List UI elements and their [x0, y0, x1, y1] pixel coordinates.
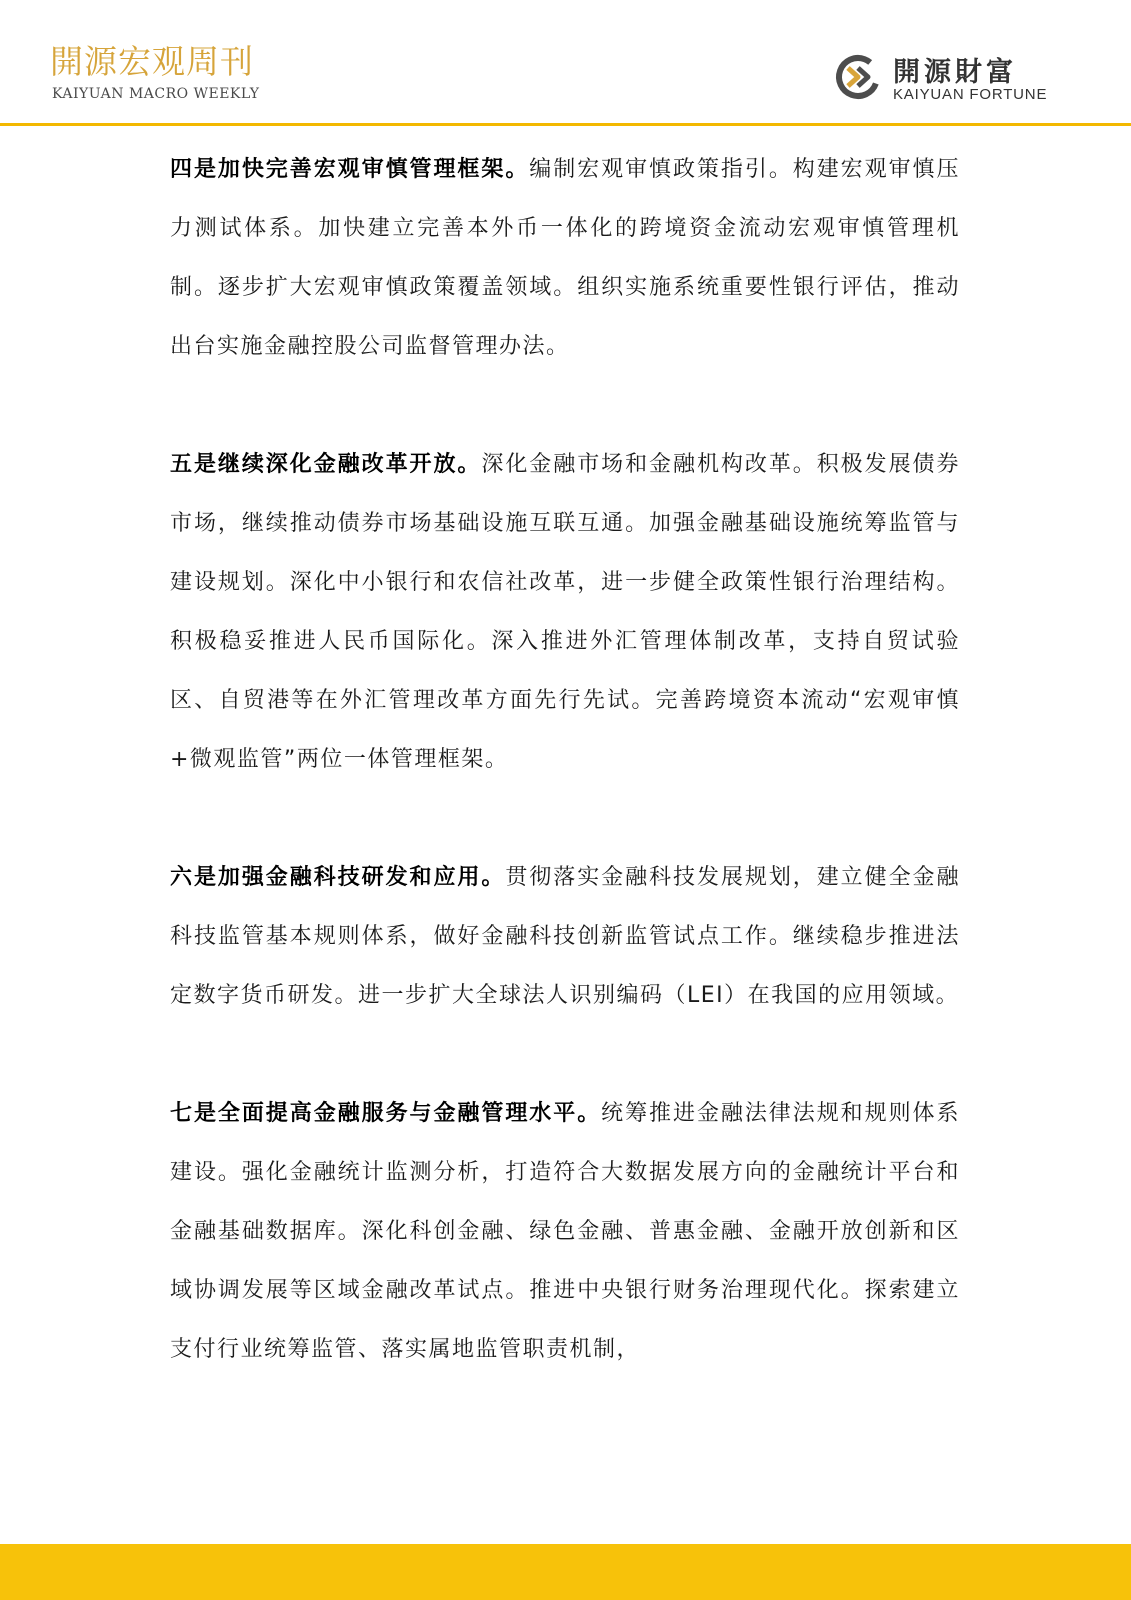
page-header	[0, 0, 1131, 128]
paragraph	[170, 435, 960, 789]
article-body	[170, 140, 960, 1438]
paragraph-lead: 四是加快完善宏观审慎管理框架。	[170, 157, 530, 182]
footer-band	[0, 1544, 1131, 1600]
paragraph-text: 深化金融市场和金融机构改革。积极发展债券市场，继续推动债券市场基础设施互联互通。加强金融基础设施统筹监管与建设规划。深化中小银行和农信社改革，进一步健全政策性银行治理结构。积极稳妥推进人民币国际化。深入推进外汇管理体制改革，支持自贸试验区、自贸港等在外汇管理改革方面先行先试。完善跨境资本流动“宏观审慎+微观监管”两位一体管理框架。	[170, 452, 960, 772]
logo-name-en: KAIYUAN FORTUNE	[893, 86, 1048, 103]
paragraph	[170, 848, 960, 1025]
paragraph-text: 编制宏观审慎政策指引。构建宏观审慎压力测试体系。加快建立完善本外币一体化的跨境资金流动宏观审慎管理机制。逐步扩大宏观审慎政策覆盖领域。组织实施系统重要性银行评估，推动出台实施金融控股公司监督管理办法。	[170, 157, 960, 359]
publication-subtitle: KAIYUAN MACRO WEEKLY	[52, 86, 260, 102]
paragraph	[170, 140, 960, 376]
kaiyuan-fortune-logo	[833, 44, 1073, 110]
paragraph-text: 统筹推进金融法律法规和规则体系建设。强化金融统计监测分析，打造符合大数据发展方向的金融统计平台和金融基础数据库。深化科创金融、绿色金融、普惠金融、金融开放创新和区域协调发展等区域金融改革试点。推进中央银行财务治理现代化。探索建立支付行业统筹监管、落实属地监管职责机制，	[170, 1101, 960, 1362]
paragraph	[170, 1084, 960, 1379]
header-divider	[0, 123, 1131, 126]
paragraph-text: 贯彻落实金融科技发展规划，建立健全金融科技监管基本规则体系，做好金融科技创新监管试点工作。继续稳步推进法定数字货币研发。进一步扩大全球法人识别编码（LEI）在我国的应用领域。	[170, 865, 960, 1008]
paragraph-lead: 七是全面提高金融服务与金融管理水平。	[170, 1101, 602, 1126]
logo-name-cn: 開源財富	[893, 57, 1017, 88]
paragraph-lead: 六是加强金融科技研发和应用。	[170, 865, 506, 890]
paragraph-lead: 五是继续深化金融改革开放。	[170, 452, 482, 477]
publication-title: 開源宏观周刊	[50, 42, 254, 81]
kaiyuan-logo-icon	[833, 52, 883, 102]
